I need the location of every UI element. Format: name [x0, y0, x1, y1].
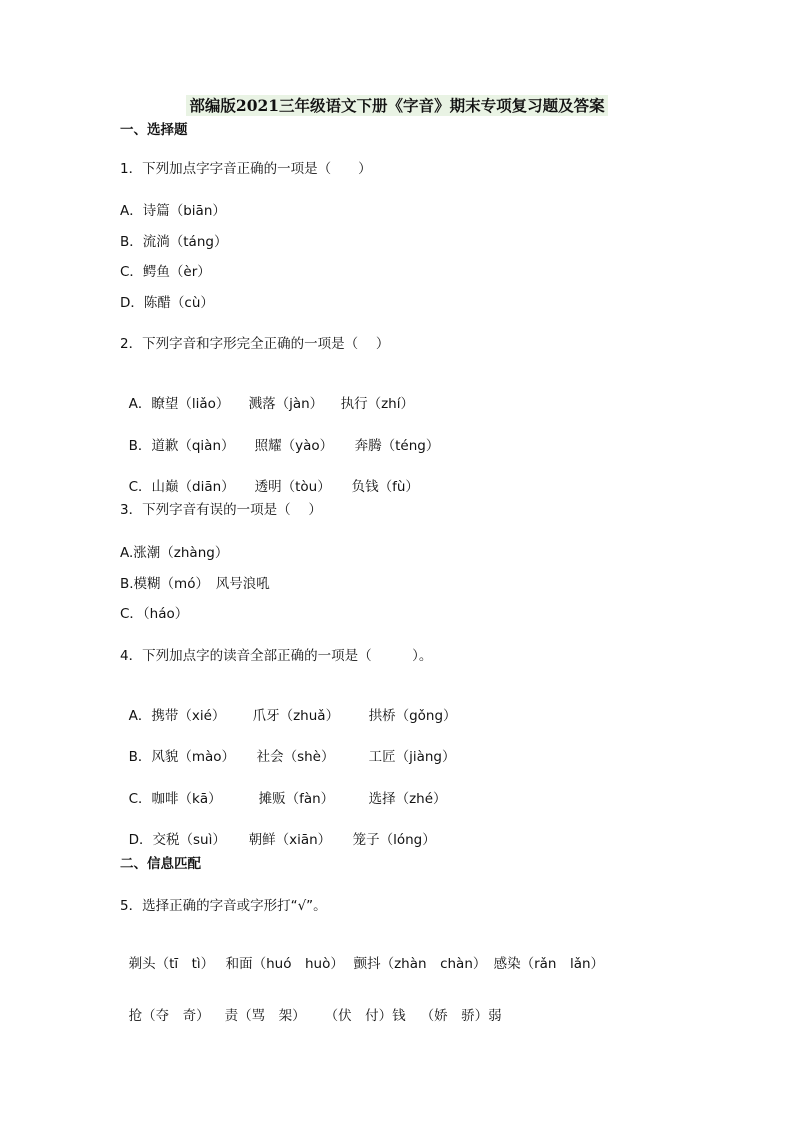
- question-4-stem: 4．下列加点字的读音全部正确的一项是（ ）。: [120, 648, 433, 664]
- option-item: 溅落（jàn）: [248, 396, 324, 412]
- option-item: 执行（zhí）: [340, 396, 414, 412]
- option-item: 工匠（jiàng）: [368, 749, 456, 765]
- option-item: B．道歉（qiàn）: [128, 438, 235, 454]
- question-1-option-d: D．陈醋（cù）: [120, 295, 214, 311]
- option-item: 选择（zhé）: [368, 791, 447, 807]
- option-item: 笼子（lóng）: [352, 832, 436, 848]
- choice-item: （娇 骄）弱: [420, 1008, 502, 1024]
- question-1-stem: 1．下列加点字字音正确的一项是（ ）: [120, 161, 372, 177]
- question-3-stem: 3．下列字音有误的一项是（ ）: [120, 502, 322, 518]
- page-title-text: 部编版2021三年级语文下册《字音》期末专项复习题及答案: [186, 95, 607, 116]
- option-item: A．瞭望（liǎo）: [128, 396, 230, 412]
- choice-item: （伏 付）钱: [324, 1008, 406, 1024]
- question-4-option-b: [120, 730, 456, 766]
- question-1-option-a: A．诗篇（biān）: [120, 203, 226, 219]
- choice-item: 剃头（tī tì）: [128, 956, 215, 972]
- option-item: D．交税（suì）: [128, 832, 226, 848]
- question-2-stem: 2．下列字音和字形完全正确的一项是（ ）: [120, 336, 390, 352]
- choice-item: 和面（huó huò）: [225, 956, 344, 972]
- option-item: 朝鲜（xiān）: [248, 832, 332, 848]
- question-2-option-a: [120, 377, 414, 413]
- option-item: C．咖啡（kā）: [128, 791, 222, 807]
- option-item: B．风貌（mào）: [128, 749, 236, 765]
- section-heading-matching: 二、信息匹配: [120, 856, 201, 872]
- option-item: 拱桥（gǒng）: [368, 708, 457, 724]
- question-1-option-c: C．鳄鱼（èr）: [120, 264, 211, 280]
- option-item: A．携带（xié）: [128, 708, 226, 724]
- option-item: 透明（tòu）: [254, 479, 331, 495]
- question-5-character-row: [120, 989, 502, 1025]
- choice-item: 颤抖（zhàn chàn）: [353, 956, 487, 972]
- option-item: 负钱（fù）: [351, 479, 419, 495]
- option-item: 奔腾（téng）: [354, 438, 440, 454]
- question-2-option-c: [120, 460, 419, 496]
- option-item: C．山巅（diān）: [128, 479, 235, 495]
- question-3-option-c: C．（háo）: [120, 606, 189, 622]
- question-4-option-d: [120, 813, 436, 849]
- option-item: 照耀（yào）: [254, 438, 334, 454]
- question-4-option-c: [120, 772, 447, 808]
- choice-item: 抢（夺 奇）: [128, 1008, 210, 1024]
- choice-item: 感染（rǎn lǎn）: [493, 956, 605, 972]
- choice-item: 责（骂 架）: [224, 1008, 306, 1024]
- question-3-option-a: A.涨潮（zhàng）: [120, 545, 229, 561]
- page-title: [0, 94, 794, 116]
- question-5-pinyin-row: [120, 937, 604, 973]
- question-3-option-b: B.模糊（mó） 风号浪吼: [120, 576, 270, 592]
- question-4-option-a: [120, 689, 457, 725]
- section-heading-choice: 一、选择题: [120, 122, 188, 138]
- question-2-option-b: [120, 419, 439, 455]
- option-item: 社会（shè）: [256, 749, 335, 765]
- question-1-option-b: B．流淌（táng）: [120, 234, 228, 250]
- option-item: 爪牙（zhuǎ）: [252, 708, 340, 724]
- question-5-stem: 5．选择正确的字音或字形打“√”。: [120, 898, 327, 914]
- option-item: 摊贩（fàn）: [258, 791, 335, 807]
